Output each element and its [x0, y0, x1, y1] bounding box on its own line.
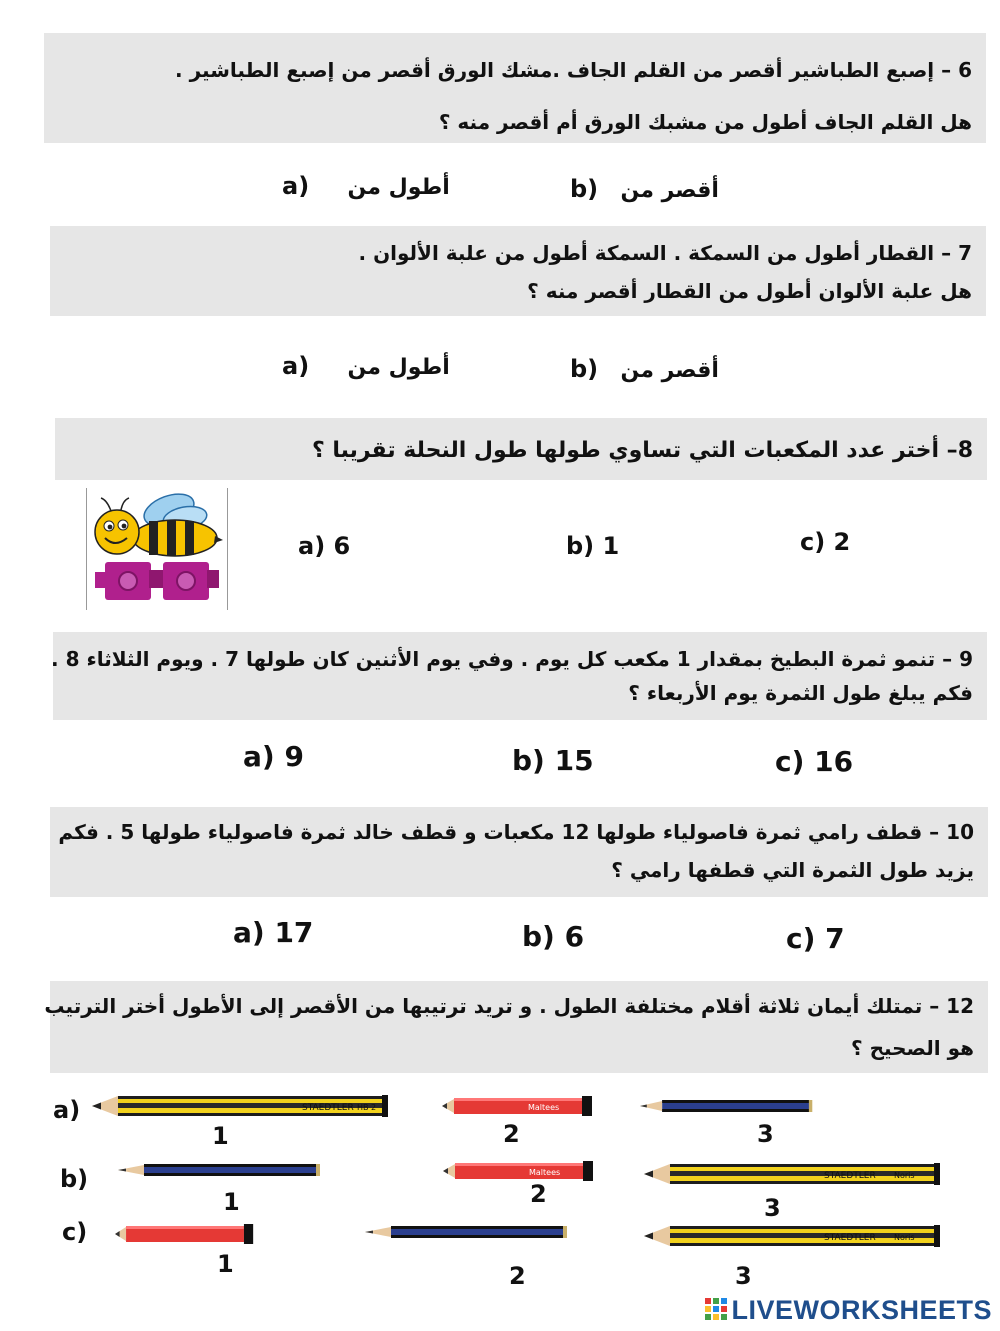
row-b-pencil-3	[644, 1160, 944, 1194]
q8-option-c[interactable]: c) 2	[800, 528, 851, 556]
long-pencil-icon	[644, 1222, 944, 1252]
q7-option-a-text: أطول من	[347, 355, 450, 380]
short-pencil-icon	[443, 1157, 595, 1187]
question-7-box	[50, 226, 986, 316]
question-12-line-2: هو الصحيح ؟	[851, 1036, 974, 1060]
pencil-grade-label: HB 2	[357, 1103, 377, 1112]
q7-option-b-letter: b)	[570, 355, 599, 383]
liveworksheets-logo-icon	[705, 1298, 727, 1322]
q6-option-b[interactable]	[570, 175, 719, 203]
pencil-brand-label: STAEDTLER	[824, 1233, 876, 1243]
q6-option-a-letter: a)	[282, 172, 310, 200]
row-b-number-1: 1	[223, 1188, 240, 1216]
row-b-pencil-2	[443, 1157, 595, 1191]
question-8-line-1: 8– أختر عدد المكعبات التي تساوي طولها طول النحلة تقريبا ؟	[311, 438, 973, 463]
question-12-box	[44, 981, 988, 1073]
row-a-number-2: 2	[503, 1120, 520, 1148]
q9-option-a[interactable]: a) 9	[243, 740, 304, 773]
pencil-brand-label: STAEDTLER	[824, 1171, 876, 1181]
row-c-pencil-1	[115, 1220, 255, 1254]
bee-cubes-image	[86, 488, 228, 610]
liveworksheets-logo	[705, 1293, 992, 1327]
question-10-line-1: 10 – قطف رامي ثمرة فاصولياء طولها 12 مكعبات و قطف خالد ثمرة فاصولياء طولها 5 . فكم	[58, 820, 974, 844]
pencil-brand-label: STAEDTLER	[302, 1103, 354, 1113]
question-9-line-1: 9 – تنمو ثمرة البطيخ بمقدار 1 مكعب كل يوم . وفي يوم الأثنين كان طولها 7 . ويوم الثلاثاء 8 .	[51, 647, 973, 671]
question-7-line-2: هل علبة الألوان أطول من القطار أقصر منه ؟	[527, 279, 972, 303]
row-b-number-2: 2	[530, 1180, 547, 1208]
q12-option-b[interactable]: b)	[60, 1165, 89, 1193]
q7-option-a[interactable]	[282, 352, 450, 380]
q9-option-b[interactable]: b) 15	[512, 744, 594, 777]
row-c-number-3: 3	[735, 1262, 752, 1290]
pencil-model-label: Noris	[894, 1171, 915, 1180]
q6-option-b-text: أقصر من	[620, 178, 719, 203]
row-a-number-3: 3	[757, 1120, 774, 1148]
question-9-box	[53, 632, 987, 720]
row-c-number-1: 1	[217, 1250, 234, 1278]
question-12-line-1: 12 – تمتلك أيمان ثلاثة أقلام مختلفة الطول . و تريد ترتيبها من الأقصر إلى الأطول أختر الترتيب	[44, 994, 974, 1018]
q12-option-c[interactable]: c)	[62, 1218, 88, 1246]
q8-option-a[interactable]: a) 6	[298, 532, 351, 560]
row-c-pencil-2	[365, 1218, 571, 1252]
question-7-line-1: 7 – القطار أطول من السمكة . السمكة أطول من علبة الألوان .	[358, 241, 972, 265]
q10-option-c[interactable]: c) 7	[786, 922, 845, 955]
long-pencil-icon	[92, 1092, 392, 1122]
row-a-pencil-3	[640, 1092, 814, 1126]
q12-option-a[interactable]: a)	[53, 1096, 81, 1124]
q6-option-a-text: أطول من	[347, 175, 450, 200]
question-6-box	[44, 33, 986, 143]
q8-option-b[interactable]: b) 1	[566, 532, 620, 560]
short-pencil-icon	[442, 1092, 594, 1122]
q6-option-b-letter: b)	[570, 175, 599, 203]
liveworksheets-logo-text: LIVEWORKSHEETS	[731, 1294, 992, 1325]
row-b-number-3: 3	[764, 1194, 781, 1222]
q10-option-a[interactable]: a) 17	[233, 916, 314, 949]
q10-option-b[interactable]: b) 6	[522, 920, 585, 953]
q7-option-b[interactable]	[570, 355, 719, 383]
medium-pencil-icon	[365, 1218, 571, 1248]
pencil-model-label: Noris	[894, 1233, 915, 1242]
row-c-number-2: 2	[509, 1262, 526, 1290]
row-a-pencil-1	[92, 1092, 392, 1126]
row-c-pencil-3	[644, 1222, 944, 1256]
question-9-line-2: فكم يبلغ طول الثمرة يوم الأربعاء ؟	[628, 681, 973, 705]
medium-pencil-icon	[640, 1092, 814, 1122]
row-b-pencil-1	[118, 1156, 324, 1190]
pencil-brand-label: Maltees	[528, 1103, 560, 1112]
question-10-box	[50, 807, 988, 897]
long-pencil-icon	[644, 1160, 944, 1190]
question-10-line-2: يزيد طول الثمرة التي قطفها رامي ؟	[611, 858, 974, 882]
short-pencil-icon	[115, 1220, 255, 1250]
question-6-line-2: هل القلم الجاف أطول من مشبك الورق أم أقصر منه ؟	[438, 110, 972, 134]
cubes-icon	[87, 558, 227, 608]
q7-option-a-letter: a)	[282, 352, 310, 380]
q7-option-b-text: أقصر من	[620, 358, 719, 383]
row-a-number-1: 1	[212, 1122, 229, 1150]
q6-option-a[interactable]	[282, 172, 450, 200]
medium-pencil-icon	[118, 1156, 324, 1186]
pencil-brand-label: Maltees	[529, 1168, 561, 1177]
question-8-box	[55, 418, 987, 480]
q9-option-c[interactable]: c) 16	[775, 745, 854, 778]
question-6-line-1: 6 – إصبع الطباشير أقصر من القلم الجاف .مشك الورق أقصر من إصبع الطباشير .	[175, 58, 972, 82]
